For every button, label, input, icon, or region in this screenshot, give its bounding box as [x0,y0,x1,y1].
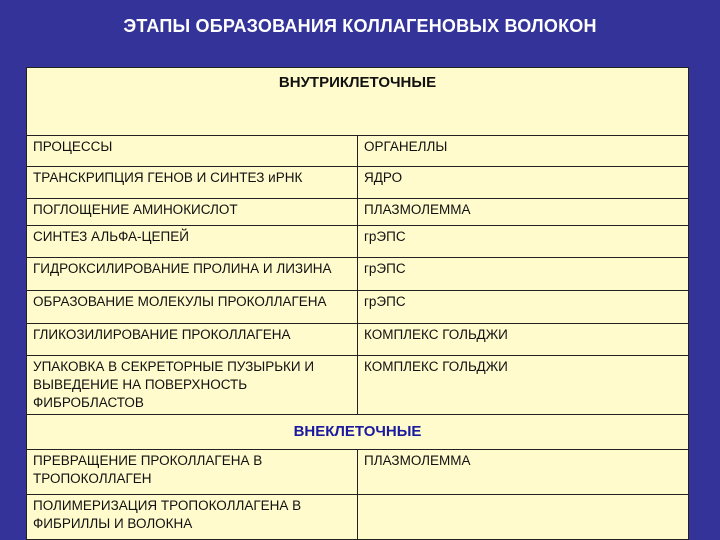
process-line: ФИБРИЛЛЫ И ВОЛОКНА [33,516,193,531]
table-row [27,324,689,356]
process-cell [27,495,358,540]
section-heading-intracellular: ВНУТРИКЛЕТОЧНЫЕ [27,68,689,136]
table-row [27,495,689,540]
organelle-cell: ЯДРО [358,167,689,199]
section-row-intracellular [27,68,689,136]
organelle-cell: КОМПЛЕКС ГОЛЬДЖИ [358,324,689,356]
process-line: ВЫВЕДЕНИЕ НА ПОВЕРХНОСТЬ ФИБРОБЛАСТОВ [33,377,248,410]
table-row [27,258,689,291]
table-row [27,291,689,324]
slide-title: ЭТАПЫ ОБРАЗОВАНИЯ КОЛЛАГЕНОВЫХ ВОЛОКОН [123,16,597,36]
process-cell [27,356,358,415]
table-row [27,167,689,199]
organelle-cell: КОМПЛЕКС ГОЛЬДЖИ [358,356,689,415]
column-header-row [27,136,689,167]
process-line: УПАКОВКА В СЕКРЕТОРНЫЕ ПУЗЫРЬКИ И [33,359,315,374]
collagen-stages-table [26,67,689,540]
process-cell: ПОГЛОЩЕНИЕ АМИНОКИСЛОТ [27,199,358,226]
table-row [27,226,689,258]
table-row [27,356,689,415]
table-row [27,199,689,226]
organelle-cell: грЭПС [358,226,689,258]
process-line: ПРЕВРАЩЕНИЕ ПРОКОЛЛАГЕНА В [33,453,263,468]
process-cell: ТРАНСКРИПЦИЯ ГЕНОВ И СИНТЕЗ иРНК [27,167,358,199]
process-cell [27,450,358,495]
organelle-cell: грЭПС [358,258,689,291]
section-row-extracellular [27,415,689,450]
column-header-organelles: ОРГАНЕЛЛЫ [358,136,689,167]
process-line: ПОЛИМЕРИЗАЦИЯ ТРОПОКОЛЛАГЕНА В [33,498,302,513]
section-heading-extracellular: ВНЕКЛЕТОЧНЫЕ [27,415,689,450]
organelle-cell: ПЛАЗМОЛЕММА [358,450,689,495]
organelle-cell [358,495,689,540]
process-line: ТРОПОКОЛЛАГЕН [33,471,152,486]
organelle-cell: ПЛАЗМОЛЕММА [358,199,689,226]
process-cell: ГЛИКОЗИЛИРОВАНИЕ ПРОКОЛЛАГЕНА [27,324,358,356]
table-row [27,450,689,495]
column-header-processes: ПРОЦЕССЫ [27,136,358,167]
process-cell: СИНТЕЗ АЛЬФА-ЦЕПЕЙ [27,226,358,258]
organelle-cell: грЭПС [358,291,689,324]
process-cell: ОБРАЗОВАНИЕ МОЛЕКУЛЫ ПРОКОЛЛАГЕНА [27,291,358,324]
process-cell: ГИДРОКСИЛИРОВАНИЕ ПРОЛИНА И ЛИЗИНА [27,258,358,291]
